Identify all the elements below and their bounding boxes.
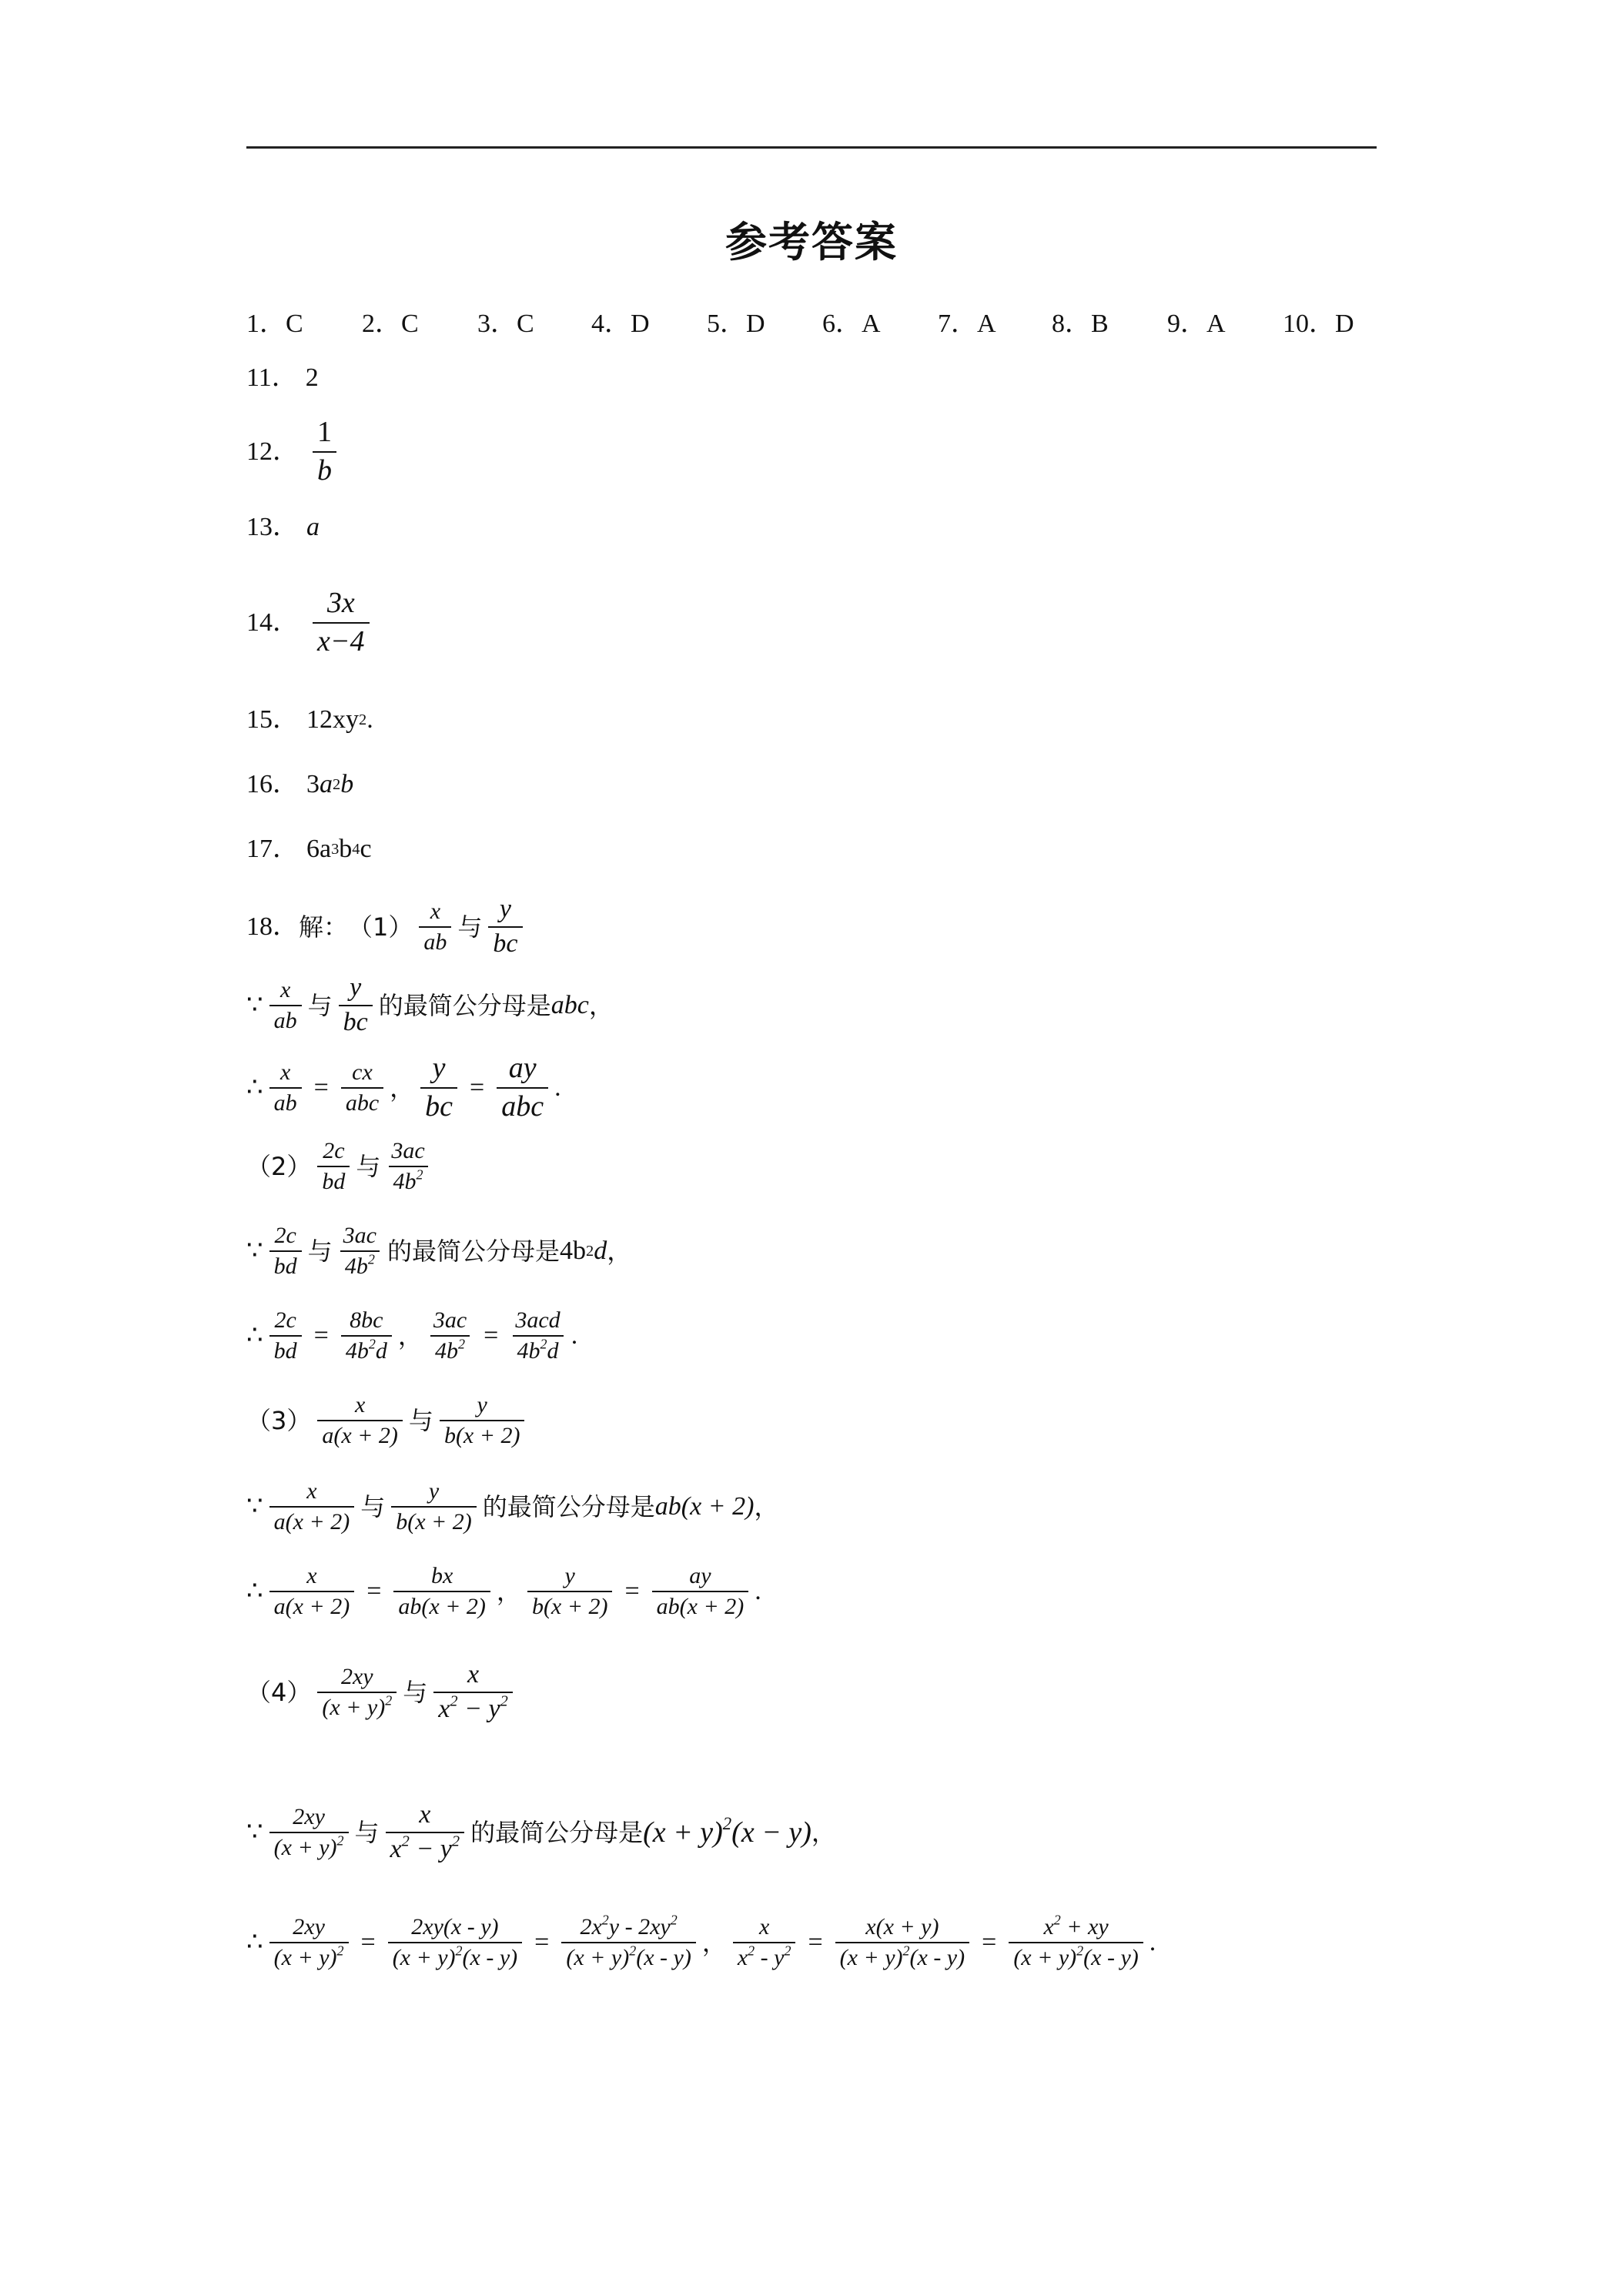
math-text: 与 <box>356 1151 381 1181</box>
math-text: 4b <box>344 1253 368 1279</box>
math-text: 16． <box>246 770 299 798</box>
math-text: ay <box>689 1563 711 1588</box>
math-text: ， <box>390 1073 415 1103</box>
math-text: a(x + 2) <box>269 1591 355 1622</box>
fraction <box>317 1136 350 1196</box>
math-text: - y <box>755 1944 785 1970</box>
answer-18-part1-result <box>246 1050 561 1125</box>
mcq-item <box>1052 302 1109 340</box>
math-text: （3） <box>246 1405 312 1435</box>
equals-sign: = <box>313 1073 329 1102</box>
math-text: − y <box>409 1834 452 1863</box>
math-text: d <box>594 1236 607 1265</box>
math-text: （4） <box>246 1677 312 1707</box>
fraction <box>497 1050 548 1125</box>
fraction <box>386 1799 465 1866</box>
answer-18-part1-lcd <box>246 972 614 1039</box>
math-text: bd <box>269 1250 302 1281</box>
math-text: ， <box>588 990 614 1020</box>
math-text: ∴ <box>246 1927 263 1956</box>
mcq-item <box>1283 302 1354 340</box>
answer-18-part4-lcd <box>246 1799 836 1866</box>
math-text: 1． <box>246 310 286 338</box>
fraction <box>269 1913 349 1972</box>
math-text: ∴ <box>246 1320 263 1350</box>
math-text: x <box>438 1694 450 1723</box>
answer-18-part2-header <box>246 1136 436 1196</box>
math-text: b <box>339 835 353 863</box>
math-text: bc <box>339 1005 373 1039</box>
math-text: x <box>419 1800 431 1829</box>
math-text: ab(x + 2) <box>654 1491 755 1521</box>
math-text: 解： <box>299 912 349 942</box>
answer-18-part3-header <box>246 1391 530 1450</box>
math-text: 与 <box>457 912 483 942</box>
math-text: (x + y) <box>392 1944 456 1970</box>
mcq-item <box>246 302 303 340</box>
math-text: b(x + 2) <box>440 1420 525 1451</box>
math-text: a(x + 2) <box>269 1506 355 1537</box>
math-text: b <box>313 451 336 490</box>
math-text: 2 <box>722 1813 732 1833</box>
math-text: (x + y) <box>273 1834 337 1860</box>
math-text: 3x <box>326 587 355 619</box>
math-text: 1 <box>317 416 332 448</box>
math-text: y - 2xy <box>608 1914 671 1940</box>
math-text: d <box>375 1337 387 1364</box>
math-text: ∵ <box>246 1236 263 1265</box>
math-text: (x - y) <box>1083 1944 1139 1970</box>
answer-18-part4-result <box>246 1913 1156 1972</box>
math-text: 2 <box>336 1832 344 1848</box>
math-text: abc <box>550 990 589 1019</box>
math-text: 2c <box>274 1223 296 1248</box>
math-text: (x + y) <box>643 1816 723 1849</box>
math-text: x <box>279 1059 291 1085</box>
math-text: a <box>320 770 333 798</box>
math-text: abc <box>497 1087 548 1126</box>
fraction <box>488 893 522 960</box>
math-text: ， <box>811 1817 836 1847</box>
math-text: ， <box>754 1491 779 1521</box>
math-text: . <box>1149 1927 1156 1956</box>
math-text: 5． <box>707 310 746 338</box>
math-text: x <box>390 1834 402 1863</box>
fraction <box>387 1136 429 1196</box>
math-text: x−4 <box>313 622 370 661</box>
math-text: 与 <box>360 1491 386 1521</box>
math-text: C <box>401 310 419 338</box>
math-text: abc <box>341 1087 383 1118</box>
math-text: A <box>862 310 881 338</box>
math-text: A <box>977 310 996 338</box>
math-text: y <box>564 1563 575 1588</box>
math-text: 2xy(x - y) <box>411 1914 499 1940</box>
math-text: (x + y) <box>322 1694 386 1720</box>
fraction <box>339 972 373 1039</box>
math-text: c <box>360 835 372 863</box>
math-text: b(x + 2) <box>391 1506 477 1537</box>
math-text: 4b <box>435 1337 458 1364</box>
math-text: ， <box>607 1236 632 1266</box>
math-text: ab(x + 2) <box>393 1591 490 1622</box>
fraction <box>510 1306 564 1365</box>
math-text: 2 <box>1076 1942 1084 1958</box>
math-text: ， <box>701 1927 727 1957</box>
fraction <box>269 1802 349 1862</box>
math-text: 2c <box>274 1307 296 1333</box>
math-text: x <box>306 1478 317 1504</box>
fraction <box>317 1662 397 1722</box>
math-text: 2 <box>1053 1912 1061 1928</box>
math-text: 12． <box>246 437 299 466</box>
math-text: 6． <box>822 310 862 338</box>
mcq-item <box>1167 302 1226 340</box>
math-text: C <box>286 310 303 338</box>
math-text: 8bc <box>350 1307 383 1333</box>
answer-13 <box>246 514 320 541</box>
math-text: 17． <box>246 835 299 863</box>
math-text: 2 <box>458 1335 465 1351</box>
math-text: . <box>554 1073 561 1102</box>
math-text: 8． <box>1052 310 1091 338</box>
math-text: ab(x + 2) <box>652 1591 749 1622</box>
equals-sign: = <box>484 1320 499 1350</box>
header-rule <box>246 146 1377 149</box>
math-text: 2 <box>629 1942 637 1958</box>
equals-sign: = <box>313 1320 329 1350</box>
mcq-item <box>938 302 996 340</box>
math-text: bc <box>420 1087 457 1126</box>
math-text: b(x + 2) <box>527 1591 613 1622</box>
equals-sign: = <box>808 1927 823 1956</box>
math-text: 3． <box>477 310 517 338</box>
math-text: x <box>306 1563 317 1588</box>
mcq-item <box>477 302 534 340</box>
math-text: ， <box>496 1576 521 1606</box>
math-text: 18． <box>246 912 299 941</box>
math-text: ay <box>508 1052 537 1084</box>
math-text: ， <box>397 1320 423 1350</box>
equals-sign: = <box>366 1576 382 1605</box>
answer-18-part3-result <box>246 1561 761 1621</box>
math-text: 与 <box>354 1817 380 1847</box>
answer-18-part2-lcd: ∵ $\frac{2c}{bd}$ 与 $\frac{3ac}{4b^2}$ 的最简公分母是 4b 2 d ， <box>246 1221 631 1280</box>
fraction <box>341 1306 392 1365</box>
math-text: A <box>1206 310 1226 338</box>
math-text: 与 <box>403 1677 428 1707</box>
math-text: 3acd <box>515 1307 561 1333</box>
math-text: bd <box>269 1335 302 1366</box>
fraction <box>733 1913 796 1972</box>
math-text: a(x + 2) <box>317 1420 403 1451</box>
math-text: 2 <box>784 1942 791 1958</box>
fraction <box>420 1050 457 1125</box>
mcq-item <box>822 302 881 340</box>
math-text: (x - y) <box>462 1944 518 1970</box>
page-title: 参考答案 <box>725 218 898 266</box>
math-text: （1） <box>348 912 413 942</box>
math-text: 2 <box>500 1692 508 1710</box>
math-text: x <box>430 899 441 924</box>
math-text: 4b <box>393 1168 417 1194</box>
math-text: b <box>340 770 354 798</box>
math-text: 2 <box>540 1335 547 1351</box>
math-text: y <box>499 895 511 923</box>
math-text: bc <box>488 926 522 961</box>
math-text: x <box>1043 1914 1054 1940</box>
math-text: a <box>306 513 320 541</box>
math-text: (x - y) <box>636 1944 691 1970</box>
math-text: . <box>755 1576 761 1605</box>
fraction <box>527 1561 613 1621</box>
math-text: 6a <box>306 835 332 863</box>
answer-17: 17． 6a 3 b 4 c <box>246 835 372 863</box>
fraction <box>388 1913 522 1972</box>
equals-sign: = <box>534 1927 550 1956</box>
fraction <box>393 1561 490 1621</box>
fraction <box>313 414 336 489</box>
math-text: 2 <box>368 1335 376 1351</box>
fraction <box>429 1306 471 1365</box>
math-text: 2 <box>385 1692 393 1708</box>
fraction <box>269 1477 355 1536</box>
math-text: ab <box>269 1005 302 1036</box>
math-text: 3ac <box>433 1307 467 1333</box>
math-text: 4． <box>591 310 631 338</box>
math-text: 2 <box>670 1912 678 1928</box>
math-text: 2 <box>601 1912 609 1928</box>
math-text: 3ac <box>343 1223 376 1248</box>
math-text: 14． <box>246 607 299 637</box>
answer-18-part2-result <box>246 1306 577 1365</box>
math-text: x <box>737 1944 748 1970</box>
equals-sign: = <box>982 1927 997 1956</box>
math-text: . <box>571 1320 578 1350</box>
math-text: − y <box>457 1694 500 1723</box>
math-text: 2 <box>748 1942 755 1958</box>
fraction <box>1009 1913 1143 1972</box>
mcq-item <box>362 302 419 340</box>
math-text: (x - y) <box>909 1944 965 1970</box>
answer-18-part3-lcd <box>246 1477 778 1536</box>
math-text: 3 <box>306 770 320 798</box>
math-text: 4b <box>517 1337 540 1364</box>
math-text: y <box>350 973 362 1002</box>
fraction <box>419 897 451 956</box>
answer-18-part4-header <box>246 1658 519 1725</box>
math-text: ab <box>269 1087 302 1118</box>
fraction <box>561 1913 695 1972</box>
fraction <box>433 1658 513 1725</box>
math-text: (x − y) <box>731 1816 812 1849</box>
answer-12 <box>246 414 343 489</box>
equals-sign: = <box>360 1927 376 1956</box>
math-text: 3ac <box>391 1138 425 1163</box>
math-text: 2 <box>451 1832 460 1850</box>
fraction <box>341 1058 383 1117</box>
math-text: 4b <box>345 1337 369 1364</box>
math-text: ∵ <box>246 1817 263 1846</box>
math-text: 2xy <box>340 1664 373 1689</box>
fraction <box>269 1221 302 1280</box>
math-text: 9． <box>1167 310 1206 338</box>
math-text: 2 <box>401 1832 410 1850</box>
math-text: D <box>1335 310 1354 338</box>
math-text: 2x <box>580 1914 602 1940</box>
math-text: 2 <box>450 1692 458 1710</box>
math-text: bd <box>317 1166 350 1197</box>
math-text: （2） <box>246 1151 312 1181</box>
math-text: 2 <box>902 1942 910 1958</box>
math-text: cx <box>352 1059 373 1085</box>
math-text: 10． <box>1283 310 1335 338</box>
fraction <box>269 976 302 1035</box>
math-text: . <box>366 705 373 734</box>
answer-16: 16． 3 a 2 b <box>246 770 354 798</box>
math-text: 2 <box>305 363 319 392</box>
math-text: 13． <box>246 513 299 541</box>
math-text: 2 <box>455 1942 463 1958</box>
math-text: 2 <box>336 1942 344 1958</box>
math-text: ∵ <box>246 1491 263 1521</box>
math-text: ab <box>419 926 451 957</box>
math-text: 与 <box>307 990 333 1020</box>
math-text: (x + y) <box>1013 1944 1077 1970</box>
mcq-item <box>591 302 650 340</box>
fraction <box>269 1561 355 1621</box>
equals-sign: = <box>470 1073 485 1102</box>
fraction <box>652 1561 749 1621</box>
fraction <box>440 1391 525 1450</box>
answer-18-part1-header <box>246 893 529 960</box>
answer-11 <box>246 365 319 391</box>
equals-sign: = <box>624 1576 640 1605</box>
math-text: ∵ <box>246 990 263 1019</box>
math-text: 的最简公分母是 <box>470 1817 644 1847</box>
math-text: x <box>354 1392 366 1417</box>
fraction <box>835 1913 969 1972</box>
math-text: y <box>432 1052 446 1084</box>
math-text: x(x + y) <box>865 1914 939 1940</box>
math-text: (x + y) <box>273 1944 337 1970</box>
math-text: 的最简公分母是 <box>387 1236 560 1266</box>
math-text: bx <box>430 1563 453 1588</box>
math-text: 15． <box>246 705 299 734</box>
math-text: C <box>517 310 534 338</box>
math-text: (x + y) <box>839 1944 903 1970</box>
math-text: D <box>631 310 650 338</box>
fraction <box>269 1058 302 1117</box>
math-text: ∴ <box>246 1073 263 1102</box>
math-text: ∴ <box>246 1576 263 1605</box>
math-text: 2xy <box>293 1914 325 1940</box>
math-text: x <box>279 977 291 1002</box>
math-text: d <box>547 1337 559 1364</box>
math-text: B <box>1091 310 1109 338</box>
answer-14 <box>246 585 376 660</box>
math-text: 的最简公分母是 <box>482 1491 655 1521</box>
math-text: 2 <box>367 1250 375 1267</box>
math-text: 2xy <box>293 1804 325 1829</box>
math-text: 2c <box>323 1138 345 1163</box>
math-text: 与 <box>307 1236 333 1266</box>
math-text: 4b <box>560 1236 586 1265</box>
math-text: 11． <box>246 363 298 392</box>
math-text: y <box>428 1478 440 1504</box>
math-text: x <box>758 1914 770 1940</box>
math-text: 2 <box>416 1166 423 1182</box>
fraction <box>339 1221 381 1280</box>
math-text: + xy <box>1060 1914 1109 1940</box>
math-text: 的最简公分母是 <box>378 990 551 1020</box>
mcq-item <box>707 302 765 340</box>
math-text: D <box>746 310 765 338</box>
math-text: y <box>477 1392 487 1417</box>
fraction <box>313 585 370 660</box>
math-text: 与 <box>408 1405 433 1435</box>
math-text: x <box>467 1660 480 1689</box>
math-text: 7． <box>938 310 977 338</box>
math-text: (x + y) <box>566 1944 630 1970</box>
math-text: 12xy <box>306 705 359 734</box>
fraction <box>391 1477 477 1536</box>
fraction <box>317 1391 403 1450</box>
fraction <box>269 1306 302 1365</box>
math-text: 2． <box>362 310 401 338</box>
answer-15: 15． 12xy 2 . <box>246 705 373 734</box>
